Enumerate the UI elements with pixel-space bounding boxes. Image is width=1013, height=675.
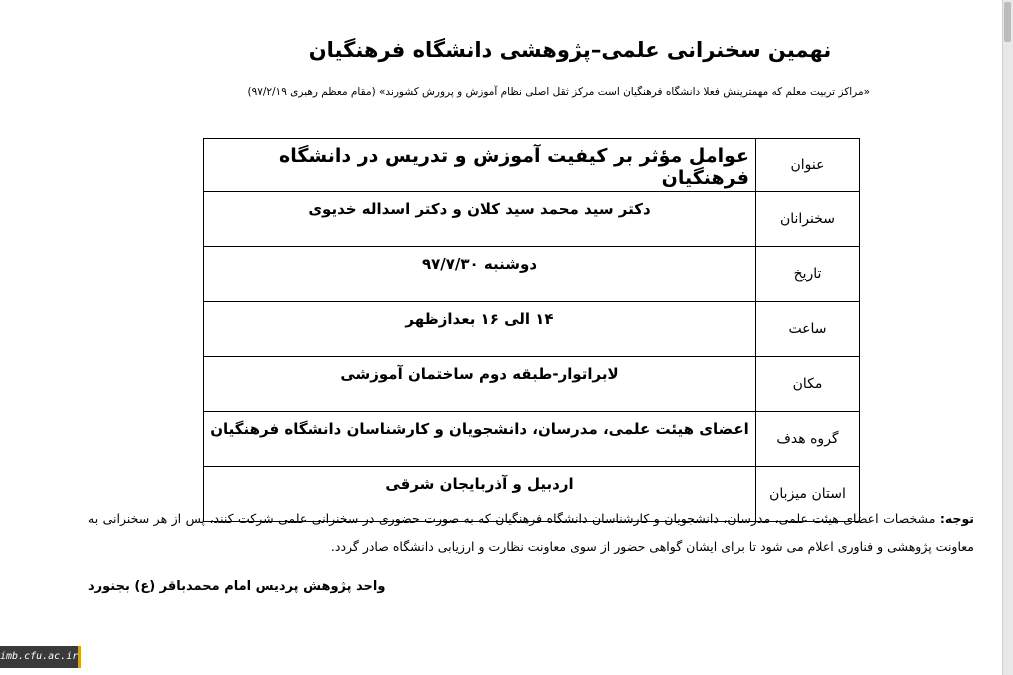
site-watermark: imb.cfu.ac.ir	[0, 646, 81, 668]
row-label-host: استان میزبان	[756, 467, 860, 522]
table-row	[204, 412, 860, 467]
row-label-speakers: سخنرانان	[756, 192, 860, 247]
row-label-time: ساعت	[756, 302, 860, 357]
row-label-place: مکان	[756, 357, 860, 412]
vertical-scrollbar[interactable]	[1002, 0, 1013, 675]
note-paragraph	[88, 505, 974, 561]
row-value-date: دوشنبه ۹۷/۷/۳۰	[204, 247, 756, 302]
leader-quote: «مراکز تربیت معلم که مهمترینش فعلا دانشگاه فرهنگیان است مرکز ثقل اصلی نظام آموزش و پرورش کشورند» (مقام معظم رهبری ۹۷/۲/۱۹)	[247, 86, 870, 98]
row-value-speakers: دکتر سید محمد سید کلان و دکتر اسداله خدیوی	[204, 192, 756, 247]
document-title: نهمین سخنرانی علمی–پژوهشی دانشگاه فرهنگیان	[308, 38, 832, 62]
row-value-audience: اعضای هیئت علمی، مدرسان، دانشجویان و کارشناسان دانشگاه فرهنگیان	[204, 412, 756, 467]
row-label-title: عنوان	[756, 139, 860, 192]
row-label-audience: گروه هدف	[756, 412, 860, 467]
table-row	[204, 192, 860, 247]
table-row	[204, 357, 860, 412]
row-value-title: عوامل مؤثر بر کیفیت آموزش و تدریس در دانشگاه فرهنگیان	[204, 139, 756, 192]
table-row	[204, 247, 860, 302]
row-value-host: اردبیل و آذربایجان شرقی	[204, 467, 756, 522]
table-row	[204, 302, 860, 357]
table-row	[204, 139, 860, 192]
note-label: توجه:	[939, 511, 974, 526]
row-label-date: تاریخ	[756, 247, 860, 302]
row-value-place: لابراتوار-طبقه دوم ساختمان آموزشی	[204, 357, 756, 412]
info-table	[203, 138, 860, 522]
row-value-time: ۱۴ الی ۱۶ بعدازظهر	[204, 302, 756, 357]
note-text: مشخصات اعضای هیئت علمی، مدرسان، دانشجویان و کارشناسان دانشگاه فرهنگیان که به صورت حضوری در سخنرانی علمی شرکت کنند، پس از هر سخنرانی به معاونت پژوهشی و فناوری اعلام می شود تا برای ایشان گواهی حضور از سوی معاونت نظارت و ارزیابی دانشگاه صادر گردد.	[88, 511, 974, 554]
issuing-unit: واحد پژوهش پردیس امام محمدباقر (ع) بجنورد	[88, 579, 386, 594]
scrollbar-thumb[interactable]	[1004, 2, 1011, 42]
